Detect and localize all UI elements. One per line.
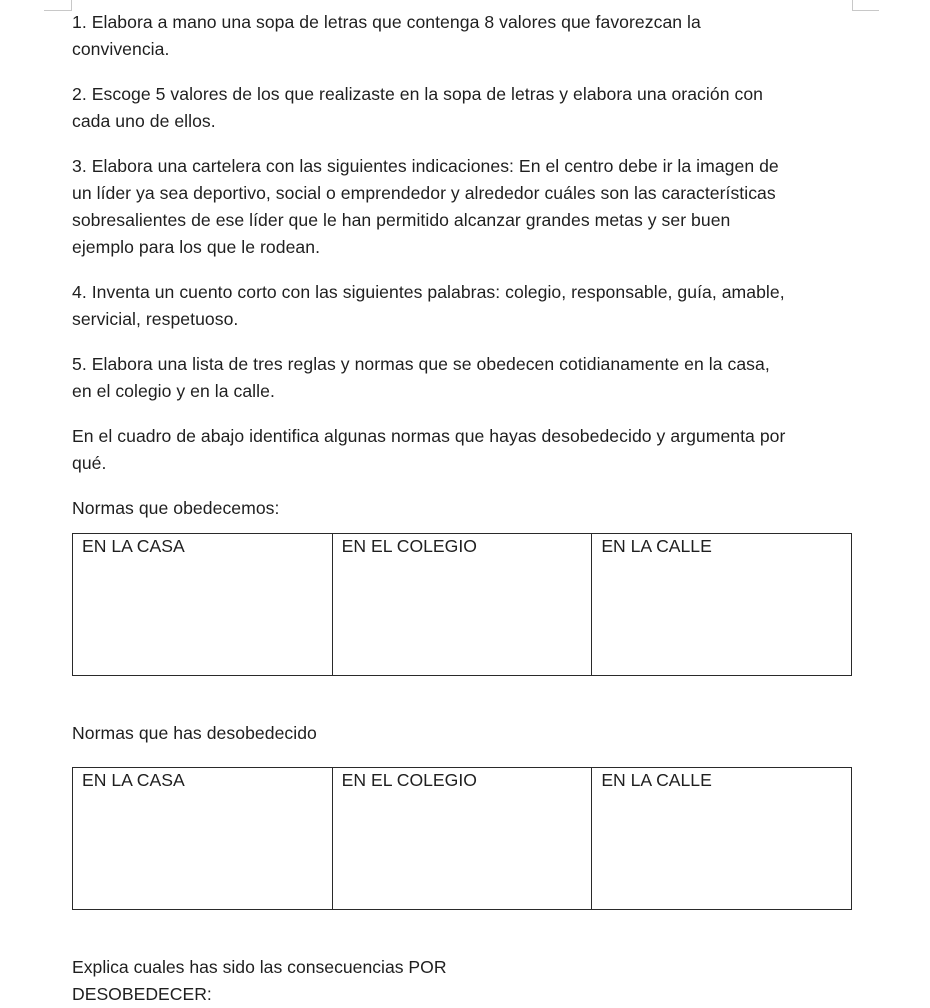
- consequences-question: [72, 954, 862, 1008]
- obeyed-norms-table: [72, 533, 852, 676]
- instruction-table-line-2: qué.: [72, 453, 107, 473]
- instruction-3-line-1: 3. Elabora una cartelera con las siguientes indicaciones: En el centro debe ir la imagen de: [72, 156, 779, 176]
- disobeyed-norms-label: Normas que has desobedecido: [72, 723, 317, 743]
- obeyed-norms-label: Normas que obedecemos:: [72, 498, 280, 518]
- column-header: EN EL COLEGIO: [341, 770, 477, 790]
- disobeyed-street-cell[interactable]: [592, 768, 852, 910]
- instruction-2-line-2: cada uno de ellos.: [72, 111, 216, 131]
- column-header: EN LA CALLE: [601, 536, 712, 556]
- instruction-2: [72, 81, 862, 135]
- instruction-5: [72, 351, 862, 405]
- instruction-4-line-1: 4. Inventa un cuento corto con las siguientes palabras: colegio, responsable, guía, amable,: [72, 282, 785, 302]
- instruction-1-line-2: convivencia.: [72, 39, 170, 59]
- instruction-3: [72, 153, 862, 261]
- instruction-1: [72, 9, 862, 63]
- document-body: [72, 9, 862, 1008]
- consequences-line-2: DESOBEDECER:: [72, 984, 212, 1004]
- table-row: [73, 768, 852, 910]
- disobeyed-norms-table: [72, 767, 852, 910]
- instruction-5-line-2: en el colegio y en la calle.: [72, 381, 275, 401]
- instruction-4: [72, 279, 862, 333]
- instruction-1-line-1: 1. Elabora a mano una sopa de letras que contenga 8 valores que favorezcan la: [72, 12, 701, 32]
- obeyed-home-cell[interactable]: [73, 534, 333, 676]
- consequences-line-1: Explica cuales has sido las consecuencias POR: [72, 957, 447, 977]
- page-corner-mark-left: [44, 0, 72, 11]
- column-header: EN LA CALLE: [601, 770, 712, 790]
- column-header: EN LA CASA: [82, 770, 185, 790]
- instruction-5-line-1: 5. Elabora una lista de tres reglas y normas que se obedecen cotidianamente en la casa,: [72, 354, 770, 374]
- disobeyed-home-cell[interactable]: [73, 768, 333, 910]
- obeyed-school-cell[interactable]: [332, 534, 592, 676]
- column-header: EN EL COLEGIO: [341, 536, 477, 556]
- instruction-3-line-2: un líder ya sea deportivo, social o emprendedor y alrededor cuáles son las características: [72, 183, 776, 203]
- instruction-table: [72, 423, 862, 477]
- column-header: EN LA CASA: [82, 536, 185, 556]
- obeyed-street-cell[interactable]: [592, 534, 852, 676]
- instruction-3-line-3: sobresalientes de ese líder que le han permitido alcanzar grandes metas y ser buen: [72, 210, 731, 230]
- instruction-table-line-1: En el cuadro de abajo identifica algunas normas que hayas desobedecido y argumenta por: [72, 426, 786, 446]
- instruction-2-line-1: 2. Escoge 5 valores de los que realizaste en la sopa de letras y elabora una oración con: [72, 84, 763, 104]
- disobeyed-school-cell[interactable]: [332, 768, 592, 910]
- instruction-4-line-2: servicial, respetuoso.: [72, 309, 239, 329]
- table-row: [73, 534, 852, 676]
- instruction-3-line-4: ejemplo para los que le rodean.: [72, 237, 321, 257]
